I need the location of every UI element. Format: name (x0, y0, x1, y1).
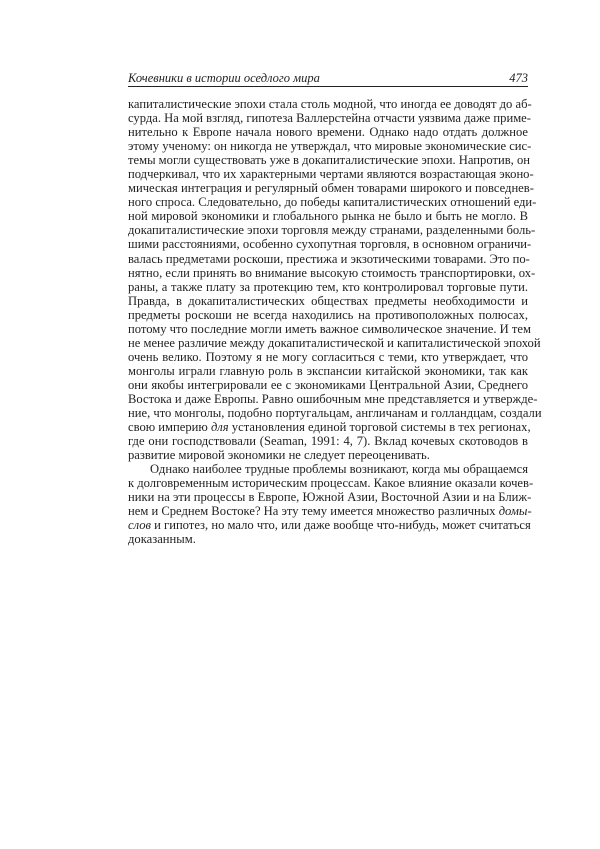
text-segment: Востока и даже Европы. Равно ошибочным мне представляется и утвержде- (128, 391, 538, 406)
body-text (128, 97, 542, 547)
text-segment: доказанным. (128, 532, 196, 547)
text-segment: очень велико. Поэтому я не могу согласиться с теми, кто утверждает, что (128, 349, 528, 364)
text-segment: монголы играли главную роль в экспансии китайской экономики, так как (128, 363, 528, 378)
text-segment: ного спроса. Следовательно, до победы капиталистических отношений еди- (128, 195, 537, 210)
text-line (128, 237, 532, 252)
text-line (128, 111, 531, 126)
text-line (128, 252, 528, 266)
text-line (128, 476, 534, 491)
text-segment: нятно, если принять во внимание высокую стоимость транспортировки, ох- (128, 265, 536, 280)
text-segment: потому что последние могли иметь важное символическое значение. И тем (128, 321, 531, 336)
text-line (128, 448, 528, 462)
text-line (128, 406, 542, 421)
text-line (128, 335, 541, 350)
text-segment: валась предметами роскоши, престижа и экзотическими товарами. Это по- (128, 251, 530, 266)
text-segment: нем и Среднем Востоке? На эту тему имеется множество различных (128, 504, 499, 519)
text-line (128, 195, 537, 210)
text-line (128, 532, 528, 546)
running-title: Кочевники в истории оседлого мира (128, 71, 320, 85)
text-segment: Правда, в докапиталистических обществах предметы необходимости и (128, 293, 528, 308)
text-segment: шими расстояниями, особенно сухопутная торговля, в основном ограничи- (128, 237, 532, 252)
text-segment: нительно к Европе начала нового времени. Однако надо отдать должное (128, 125, 528, 140)
text-line (128, 391, 538, 406)
text-segment: докапиталистические эпохи торговля между странами, разделенными боль- (128, 223, 536, 238)
text-segment: где они господствовали (Seaman, 1991: 4, 7). Вклад кочевых скотоводов в (128, 434, 528, 449)
text-segment: сурда. На мой взгляд, гипотеза Валлерстейна отчасти уязвима даже приме- (128, 111, 531, 126)
text-line (128, 321, 531, 336)
text-segment: они якобы интегрировали ее с экономиками Центральной Азии, Среднего (128, 377, 528, 392)
text-segment: этому ученому: он никогда не утверждал, что мировые экономические сис- (128, 139, 532, 154)
text-segment: ной мировой экономики и глобального рынка не было и быть не могло. В (128, 209, 528, 224)
text-line (128, 209, 528, 223)
text-line (128, 125, 528, 139)
text-line (128, 308, 528, 322)
text-line (128, 139, 532, 154)
running-header (128, 70, 528, 87)
text-line (128, 294, 528, 308)
text-line (128, 350, 528, 364)
text-line (128, 434, 528, 448)
text-segment: подчеркивал, что их характерными чертами являются возрастающая эконо- (128, 167, 534, 182)
text-line (128, 265, 536, 280)
text-segment: к долговременным историческим процессам. Какое влияние оказали кочев- (128, 476, 534, 491)
text-segment: темы могли существовать уже в докапиталистические эпохи. Напротив, он (128, 153, 530, 168)
text-segment: ники на эти процессы в Европе, Южной Азии, Восточной Азии и на Ближ- (128, 490, 532, 505)
text-line (128, 280, 528, 294)
text-line (128, 181, 534, 196)
text-line (128, 97, 532, 111)
text-segment: Однако наиболее трудные проблемы возникают, когда мы обращаемся (150, 462, 528, 477)
text-line (128, 518, 531, 533)
text-segment: предметы роскоши не всегда находились на противоположных полюсах, (128, 307, 528, 322)
text-segment: развитие мировой экономики не следует переоценивать. (128, 448, 430, 463)
text-line (128, 462, 528, 476)
text-segment: капиталистические эпохи стала столь модной, что иногда ее доводят до аб- (128, 97, 532, 111)
text-segment: установления единой торговой системы в тех регионах, (228, 420, 531, 435)
text-segment: мическая интеграция и регулярный обмен товарами широкого и повседнев- (128, 181, 534, 196)
text-segment: не менее различие между докапиталистической и капиталистической эпохой (128, 335, 541, 350)
text-line (128, 223, 536, 238)
text-segment: и гипотез, но мало что, или даже вообще что-нибудь, может считаться (151, 518, 531, 533)
text-line (128, 378, 528, 392)
italic-text: слов (128, 518, 151, 533)
text-line (128, 420, 531, 435)
text-line (128, 167, 534, 182)
text-segment: свою империю (128, 420, 211, 435)
text-line (128, 153, 528, 167)
italic-text: для (210, 420, 229, 435)
page-number: 473 (509, 71, 528, 85)
text-line (128, 364, 528, 378)
italic-text: домы- (498, 504, 532, 519)
text-segment: ние, что монголы, подобно португальцам, англичанам и голландцам, создали (128, 406, 542, 421)
text-line (128, 490, 532, 505)
text-line (128, 504, 532, 519)
text-segment: раны, а также плату за протекцию тем, кто контролировал торговые пути. (128, 279, 528, 294)
